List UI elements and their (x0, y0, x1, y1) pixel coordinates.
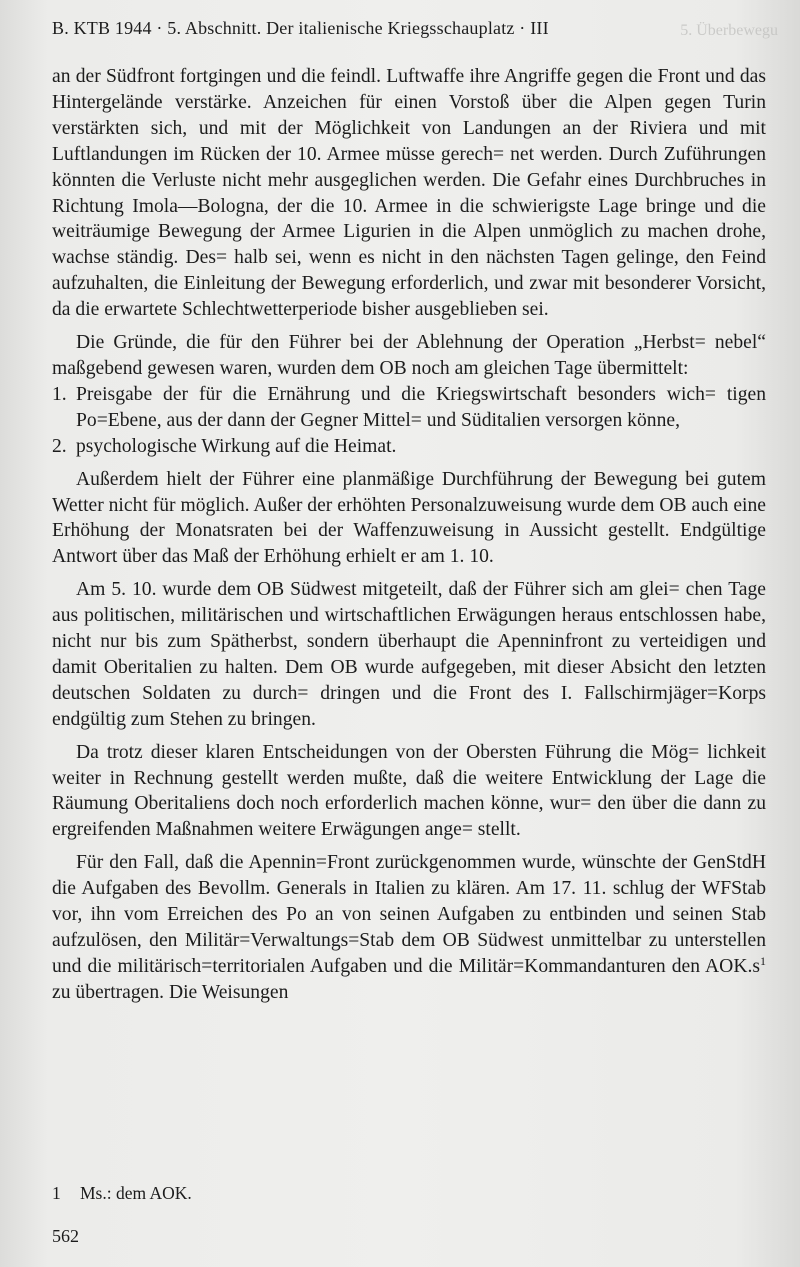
list-item (52, 382, 766, 434)
footnote-number: 1 (52, 1183, 61, 1203)
paragraph-3: Außerdem hielt der Führer eine planmäßige Durchführung der Bewegung bei gutem Wetter nicht für möglich. Außer der erhöhten Personalzuweisung wurde dem OB auch eine Erhöhung der Monatsraten bei der Waffenzuweisung in Aussicht gestellt. Endgültige Antwort über das Maß der Erhöhung erhielt er am 1. 10. (52, 468, 766, 568)
paragraph-6-text: Für den Fall, daß die Apennin=Front zurückgenommen wurde, wünschte der GenStdH die Aufgaben des Bevollm. Generals in Italien zu klären. Am 17. 11. schlug der WFStab vor, ihn vom Erreichen des Po an von seinen Aufgaben zu entbinden und seinen Stab aufzulösen, den Militär=Verwaltungs=Stab dem OB Südwest unmittelbar zu unterstellen und die militärisch=territorialen Aufgaben und die Militär=Kommandanturen den AOK.s (52, 852, 766, 977)
paragraph-2: Die Gründe, die für den Führer bei der Ablehnung der Operation „Herbst= nebel“ maßgebend gewesen waren, wurden dem OB noch am gleichen Tage übermittelt: (52, 332, 766, 379)
running-head: B. KTB 1944 · 5. Abschnitt. Der italienische Kriegsschauplatz · III (52, 18, 549, 38)
paragraph-4: Am 5. 10. wurde dem OB Südwest mitgeteilt, daß der Führer sich am glei= chen Tage aus politischen, militärischen und wirtschaftlichen Erwägungen heraus entschlossen habe, nicht nur bis zum Spätherbst, sondern überhaupt die Apenninfront zu verteidigen und damit Oberitalien zu halten. Dem OB wurde aufgegeben, mit dieser Absicht den letzten deutschen Soldaten zu durch= dringen und die Front des I. Fallschirmjäger=Korps endgültig zum Stehen zu bringen. (52, 579, 766, 730)
list-number: 1. (52, 383, 67, 405)
list-text: Preisgabe der für die Ernährung und die Kriegswirtschaft besonders wich= tigen Po=Ebene, aus der dann der Gegner Mittel= und Süditalien versorgen könne, (76, 383, 766, 431)
paragraph-6-tail: zu übertragen. Die Weisungen (52, 981, 289, 1003)
bleed-through-text: 5. Überbewegu (680, 22, 778, 39)
list-text: psychologische Wirkung auf die Heimat. (76, 435, 397, 457)
paragraph-5: Da trotz dieser klaren Entscheidungen von der Obersten Führung die Mög= lichkeit weiter in Rechnung gestellt werden mußte, daß die weitere Entwicklung der Lage die Räumung Oberitaliens doch noch erforderlich machen könne, wur= den über die dann zu ergreifenden Maßnahmen weitere Erwägungen ange= stellt. (52, 741, 766, 841)
footnote (52, 1183, 192, 1204)
paragraph-1: an der Südfront fortgingen und die feindl. Luftwaffe ihre Angriffe gegen die Front und das Hintergelände verstärke. Anzeichen für einen Vorstoß über die Alpen gegen Turin verstärkten sich, und mit der Möglichkeit von Landungen an der Riviera und mit Luftlandungen im Rücken der 10. Armee müsse gerech= net werden. Durch Zuführungen könnten die Verluste nicht mehr ausgeglichen werden. Die Gefahr eines Durchbruches in Richtung Imola—Bologna, der die 10. Armee in die schwierigste Lage bringe und die weiträumige Bewegung der Armee Ligurien in die Alpen unmöglich zu machen drohe, wachse ständig. Des= halb sei, wenn es nicht in den nächsten Tagen gelinge, den Feind aufzuhalten, die Einleitung der Bewegung erforderlich, und zwar mit besonderer Vorsicht, da die erwartete Schlechtwetterperiode bisher ausgeblieben sei. (52, 66, 766, 321)
page-number: 562 (52, 1226, 79, 1246)
footnote-text: Ms.: dem AOK. (80, 1183, 192, 1203)
main-text (52, 64, 766, 1013)
reasons-list (52, 382, 766, 460)
footnote-marker: 1 (760, 953, 766, 968)
list-number: 2. (52, 435, 67, 457)
paragraph-6 (52, 850, 766, 1005)
list-item (52, 434, 766, 460)
